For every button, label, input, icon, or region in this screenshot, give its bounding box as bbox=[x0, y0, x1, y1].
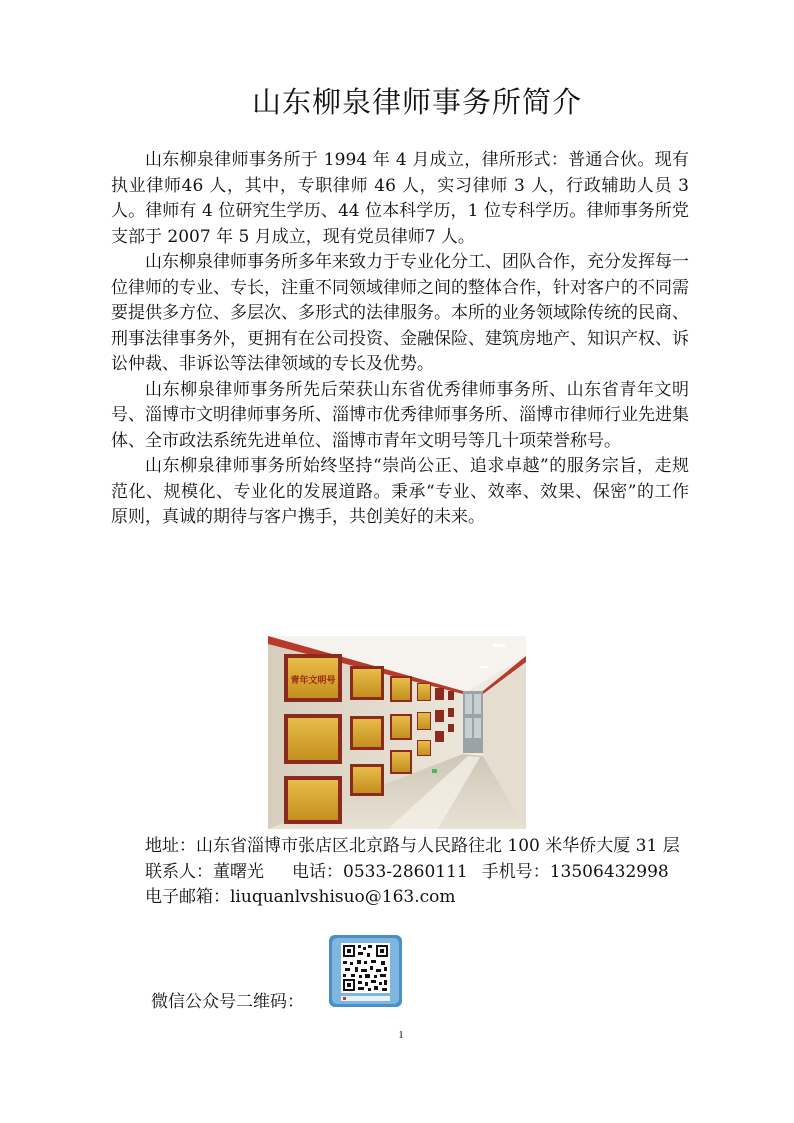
page-number: 1 bbox=[398, 1029, 404, 1041]
wechat-qr-code-icon bbox=[329, 935, 402, 1007]
contact-person: 联系人：董曙光 bbox=[145, 861, 264, 882]
paragraph-services: 山东柳泉律师事务所多年来致力于专业化分工、团队合作，充分发挥每一位律师的专业、专长，注重不同领域律师之间的整体合作，针对客户的不同需要提供多方位、多层次、多形式的法律服务。本所的业务领域除传统的民商、刑事法律事务外，更拥有在公司投资、金融保险、建筑房地产、知识产权、诉讼仲裁、非诉讼等法律领域的专长及优势。 bbox=[111, 252, 689, 374]
address-line: 地址：山东省淄博市张店区北京路与人民路往北 100 米华侨大厦 31 层 bbox=[145, 836, 680, 856]
email-line: 电子邮箱：liuquanlvshisuo@163.com bbox=[145, 887, 456, 907]
office-corridor-photo bbox=[268, 636, 526, 829]
paragraph-mission: 山东柳泉律师事务所始终坚持“崇尚公正、追求卓越”的服务宗旨，走规范化、规模化、专业化的发展道路。秉承“专业、效率、效果、保密”的工作原则，真诚的期待与客户携手，共创美好的未来。 bbox=[111, 456, 689, 527]
phone-line bbox=[111, 860, 689, 886]
office-phone: 电话：0533-2860111 bbox=[292, 861, 468, 882]
wechat-qr-label: 微信公众号二维码： bbox=[151, 992, 304, 1012]
contact-block bbox=[111, 834, 689, 911]
document-title: 山东柳泉律师事务所简介 bbox=[251, 85, 582, 119]
mobile-phone: 手机号：13506432998 bbox=[481, 861, 669, 882]
plaque-youth-civilization: 青年文明号 bbox=[290, 676, 336, 686]
paragraph-founding: 山东柳泉律师事务所于 1994 年 4 月成立，律所形式：普通合伙。现有执业律师46 人，其中，专职律师 46 人，实习律师 3 人，行政辅助人员 3 人。律师有 4 位研究生学历、44 位本科学历，1 位专科学历。律师事务所党支部于 2007 年 5 月成立，现有党员律师7 人。 bbox=[111, 150, 689, 247]
intro-body bbox=[111, 148, 689, 531]
paragraph-honors: 山东柳泉律师事务所先后荣获山东省优秀律师事务所、山东省青年文明号、淄博市文明律师事务所、淄博市优秀律师事务所、淄博市律师行业先进集体、全市政法系统先进单位、淄博市青年文明号等几十项荣誉称号。 bbox=[111, 379, 689, 451]
